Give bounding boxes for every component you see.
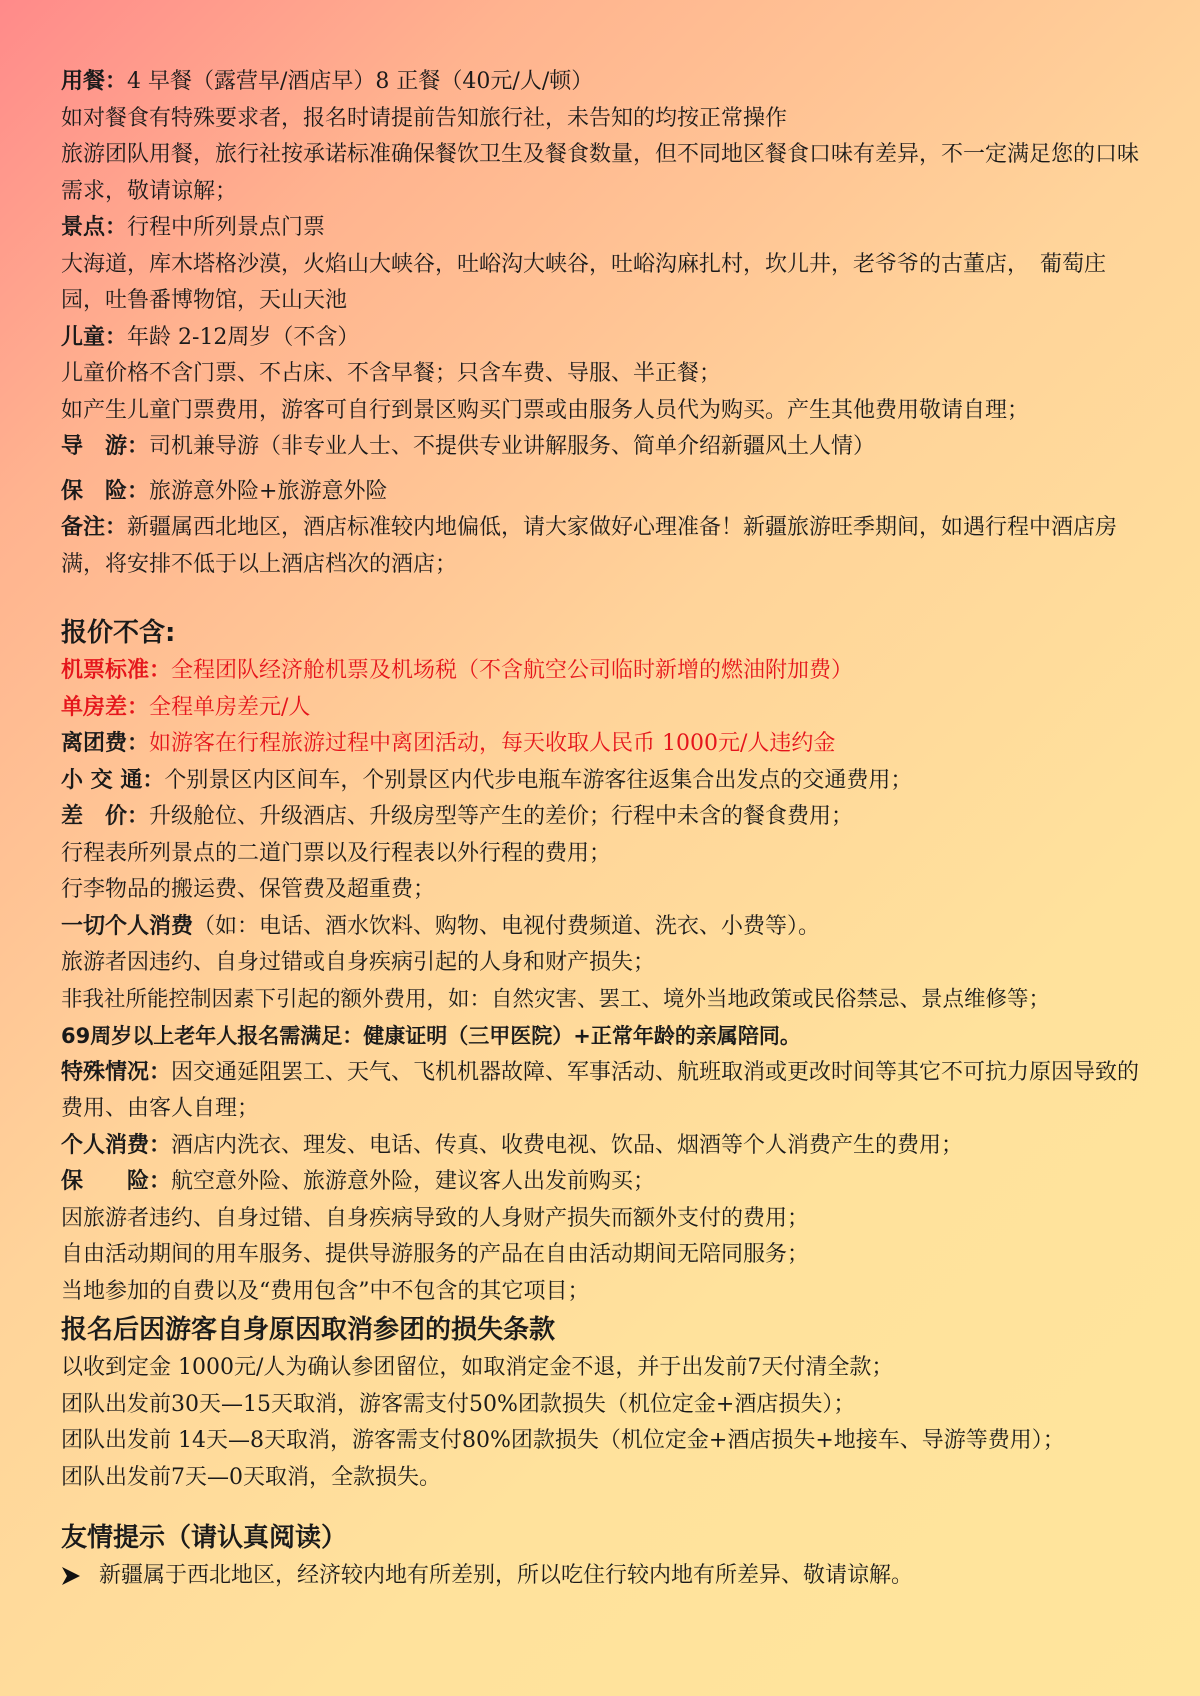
sights-row — [61, 210, 1141, 247]
guide-label: 导 游： — [61, 434, 150, 459]
free-activity-line: 自由活动期间的用车服务、提供导游服务的产品在自由活动期间无陪同服务； — [61, 1242, 810, 1267]
personal-text: （如：电话、酒水饮料、购物、电视付费频道、洗衣、小费等）。 — [193, 913, 821, 939]
personal-row — [61, 909, 1141, 946]
transport-text: 个别景区内区间车，个别景区内代步电瓶车游客往返集合出发点的交通费用； — [164, 767, 913, 793]
air-text: 全程团队经济舱机票及机场税（不含航空公司临时新增的燃油附加费） — [171, 658, 854, 683]
personal-label: 一切个人消费 — [61, 913, 194, 939]
price-diff-text: 升级舱位、升级酒店、升级房型等产生的差价；行程中未含的餐食费用； — [149, 804, 854, 829]
air-row — [61, 653, 1141, 690]
price-diff-row — [61, 799, 1141, 836]
other-items-line: 当地参加的自费以及“费用包含”中不包含的其它项目； — [61, 1278, 590, 1304]
insurance-row — [61, 474, 1141, 511]
cancellation-item: 团队出发前7天—0天取消，全款损失。 — [61, 1464, 441, 1490]
tips-item-row — [61, 1558, 1141, 1595]
loss-line: 旅游者因违约、自身过错或自身疾病引起的人身和财产损失； — [61, 950, 656, 975]
consume-row — [61, 1128, 1141, 1165]
special-text: 因交通延阻罢工、天气、飞机机器故障、军事活动、航班取消或更改时间等其它不可抗力原因导致的费用、由客人自理； — [61, 1059, 1140, 1121]
tips-title: 友情提示（请认真阅读） — [61, 1523, 348, 1553]
single-room-row — [61, 690, 1141, 727]
leave-fee-row — [61, 726, 1141, 763]
document-body — [61, 64, 1141, 1595]
child-note-1: 儿童价格不含门票、不占床、不含早餐；只含车费、导服、半正餐； — [61, 361, 722, 386]
meals-row — [61, 64, 1141, 101]
special-row — [61, 1055, 1141, 1128]
insurance-label: 保 险： — [61, 478, 150, 504]
air-label: 机票标准： — [61, 658, 172, 683]
remark-row — [61, 510, 1141, 583]
luggage-line: 行李物品的搬运费、保管费及超重费； — [61, 877, 436, 902]
transport-label: 小 交 通： — [61, 767, 165, 793]
force-majeure-line: 非我社所能控制因素下引起的额外费用，如：自然灾害、罢工、境外当地政策或民俗禁忌、景点维修等； — [61, 986, 1051, 1012]
remark-label: 备注： — [61, 515, 128, 540]
cancellation-title: 报名后因游客自身原因取消参团的损失条款 — [61, 1315, 556, 1345]
ins-row — [61, 1164, 1141, 1201]
single-room-label: 单房差： — [61, 694, 150, 720]
single-room-text: 全程单房差元/人 — [149, 694, 311, 720]
special-label: 特殊情况： — [61, 1059, 172, 1085]
remark-text: 新疆属西北地区，酒店标准较内地偏低，请大家做好心理准备！新疆旅游旺季期间，如遇行程中酒店房满，将安排不低于以上酒店档次的酒店； — [61, 515, 1118, 577]
meals-text: 4 早餐（露营早/酒店早）8 正餐（40元/人/顿） — [127, 69, 594, 94]
sights-text: 行程中所列景点门票 — [127, 215, 326, 240]
tips-item: 新疆属于西北地区，经济较内地有所差别，所以吃住行较内地有所差异、敬请谅解。 — [99, 1563, 914, 1588]
arrow-bullet-icon — [61, 1566, 81, 1586]
child-label: 儿童： — [61, 324, 128, 350]
elderly-requirement: 69周岁以上老年人报名需满足：健康证明（三甲医院）+正常年龄的亲属陪同。 — [61, 1024, 801, 1048]
leave-fee-text: 如游客在行程旅游过程中离团活动，每天收取人民币 1000元/人违约金 — [149, 731, 836, 756]
child-row — [61, 320, 1141, 357]
tickets-line: 行程表所列景点的二道门票以及行程表以外行程的费用； — [61, 840, 612, 866]
child-note-2: 如产生儿童门票费用，游客可自行到景区购买门票或由服务人员代为购买。产生其他费用敬请自理； — [61, 397, 1030, 423]
transport-row — [61, 763, 1141, 800]
guide-text: 司机兼导游（非专业人士、不提供专业讲解服务、简单介绍新疆风土人情） — [149, 434, 876, 459]
consume-label: 个人消费： — [61, 1132, 172, 1158]
sights-list: 大海道，库木塔格沙漠，火焰山大峡谷，吐峪沟大峡谷，吐峪沟麻扎村，坎儿井，老爷爷的古董店， 葡萄庄园，吐鲁番博物馆，天山天池 — [61, 251, 1107, 313]
child-text: 年龄 2-12周岁（不含） — [127, 324, 360, 350]
ins-text: 航空意外险、旅游意外险，建议客人出发前购买； — [171, 1169, 656, 1194]
guide-row — [61, 429, 1141, 466]
cancellation-item: 团队出发前30天—15天取消，游客需支付50%团款损失（机位定金+酒店损失）； — [61, 1391, 856, 1417]
excluded-title: 报价不含: — [61, 618, 176, 648]
ins-label: 保 险： — [61, 1169, 172, 1194]
cancellation-item: 团队出发前 14天—8天取消，游客需支付80%团款损失（机位定金+酒店损失+地接车、导游等费用）； — [61, 1428, 1065, 1453]
leave-fee-label: 离团费： — [61, 731, 150, 756]
insurance-text: 旅游意外险+旅游意外险 — [149, 478, 388, 504]
price-diff-label: 差 价： — [61, 804, 150, 829]
meals-note-2: 旅游团队用餐，旅行社按承诺标准确保餐饮卫生及餐食数量，但不同地区餐食口味有差异，不一定满足您的口味需求，敬请谅解； — [61, 142, 1140, 204]
breach-line: 因旅游者违约、自身过错、自身疾病导致的人身财产损失而额外支付的费用； — [61, 1205, 810, 1231]
meals-note-1: 如对餐食有特殊要求者，报名时请提前告知旅行社，未告知的均按正常操作 — [61, 105, 788, 131]
consume-text: 酒店内洗衣、理发、电话、传真、收费电视、饮品、烟酒等个人消费产生的费用； — [171, 1132, 964, 1158]
cancellation-item: 以收到定金 1000元/人为确认参团留位，如取消定金不退，并于出发前7天付清全款； — [61, 1355, 894, 1380]
sights-label: 景点： — [61, 215, 128, 240]
meals-label: 用餐： — [61, 69, 128, 94]
